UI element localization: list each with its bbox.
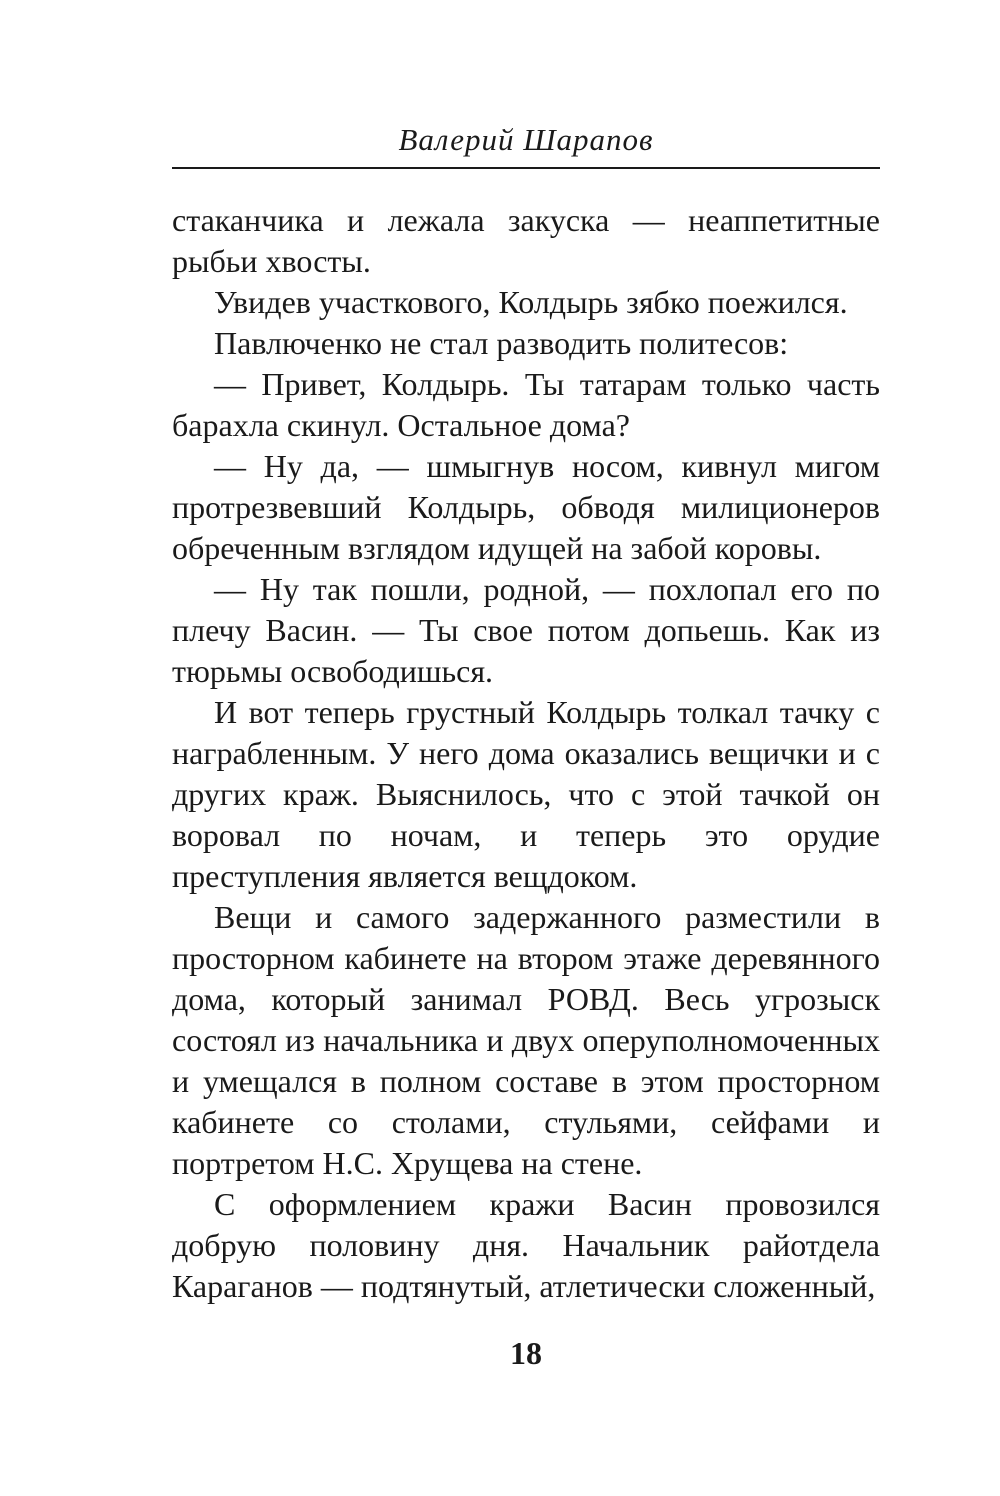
- paragraph-9: С оформлением кражи Васин провозился добрую половину дня. Начальник райотдела Караганов — подтянутый, атлетически сложенный,: [172, 1186, 880, 1304]
- paragraph-1: стаканчика и лежала закуска — неаппетитные рыбьи хвосты.: [172, 202, 880, 279]
- paragraph-2: Увидев участкового, Колдырь зябко поежился.: [214, 284, 848, 320]
- running-head-author: Валерий Шарапов: [398, 122, 654, 157]
- header-rule: [172, 167, 880, 169]
- paragraph-8: Вещи и самого задержанного разместили в просторном кабинете на втором этаже деревянного дома, который занимал РОВД. Весь угрозыск состоял из начальника и двух оперуполномоченных и умещался в полном составе в этом просторном кабинете со столами, стульями, сейфами и портретом Н.С. Хрущева на стене.: [172, 899, 880, 1181]
- paragraph-3: Павлюченко не стал разводить политесов:: [214, 325, 789, 361]
- paragraph-7: И вот теперь грустный Колдырь толкал тачку с награбленным. У него дома оказались вещички и с других краж. Выяснилось, что с этой тачкой он воровал по ночам, и теперь это орудие преступления является вещдоком.: [172, 694, 880, 894]
- page-text: [172, 200, 880, 1307]
- paragraph-6: — Ну так пошли, родной, — похлопал его по плечу Васин. — Ты свое потом допьешь. Как из тюрьмы освободишься.: [172, 571, 880, 689]
- paragraph-4: — Привет, Колдырь. Ты татарам только часть барахла скинул. Остальное дома?: [172, 366, 880, 443]
- paragraph-5: — Ну да, — шмыгнув носом, кивнул мигом протрезвевший Колдырь, обводя милиционеров обреченным взглядом идущей на забой коровы.: [172, 448, 880, 566]
- page-number: 18: [510, 1335, 542, 1371]
